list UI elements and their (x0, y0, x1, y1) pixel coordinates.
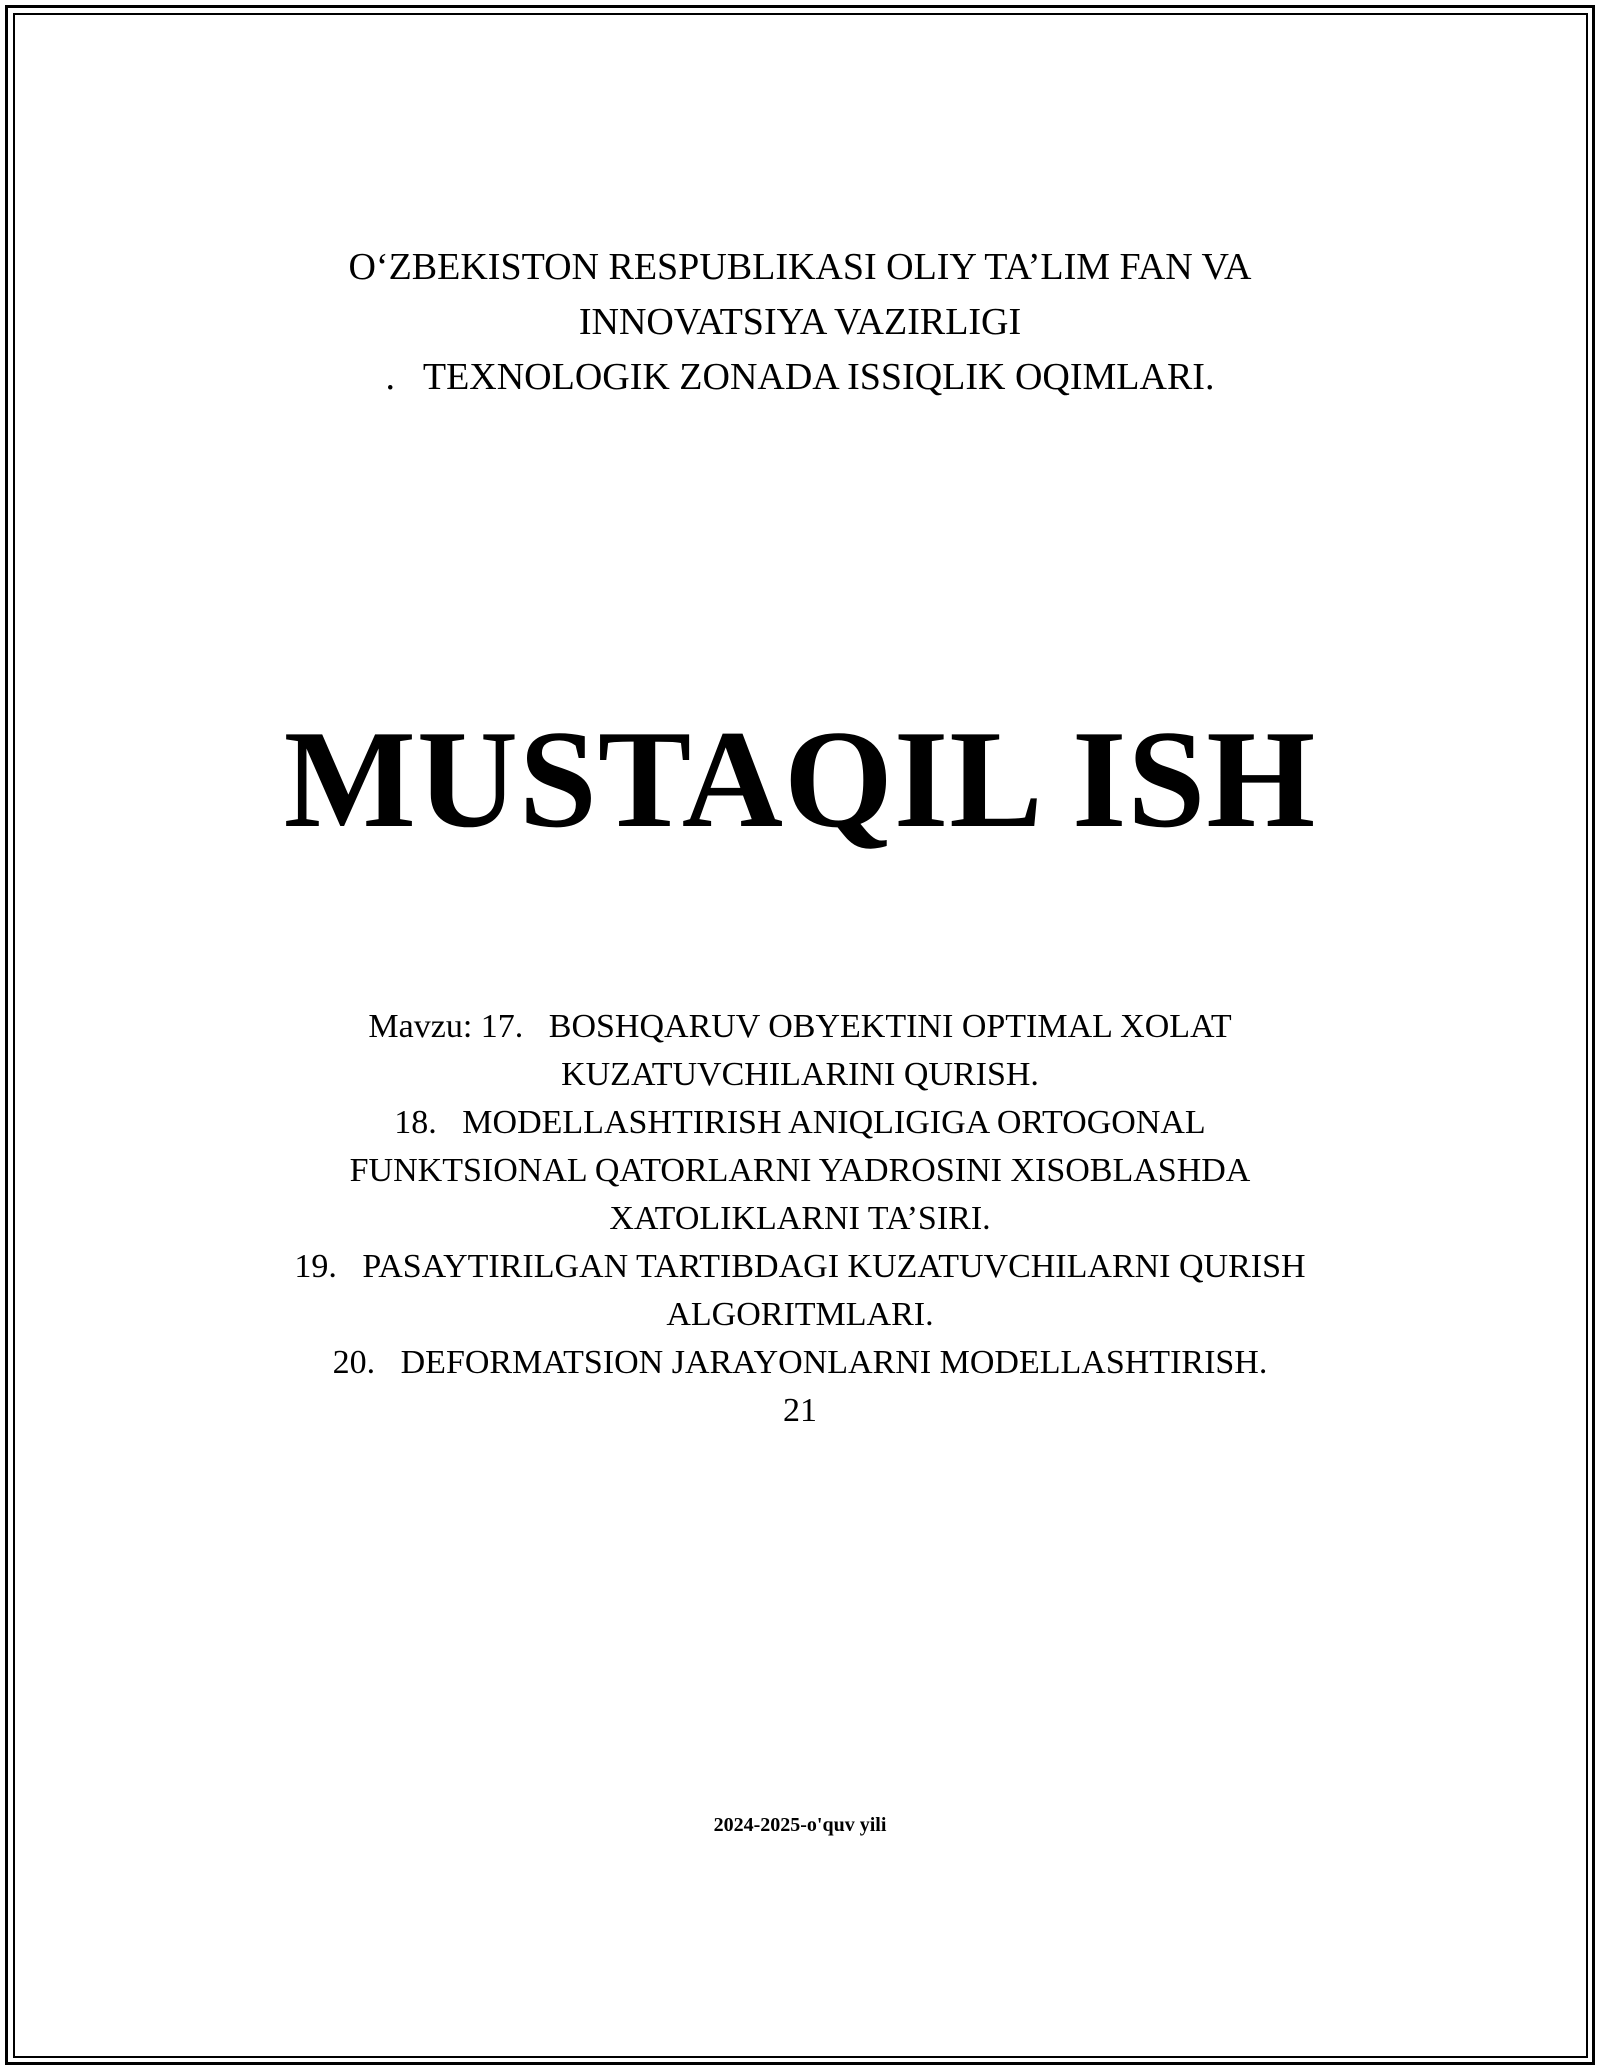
header-line-2: INNOVATSIYA VAZIRLIGI (578, 301, 1022, 343)
topic-line-4: FUNKTSIONAL QATORLARNI YADROSINI XISOBLASHDA (349, 1152, 1251, 1189)
ministry-header (0, 240, 1600, 405)
topic-line-2: KUZATUVCHILARINI QURISH. (561, 1056, 1039, 1093)
topic-line-1: Mavzu: 17. BOSHQARUV OBYEKTINI OPTIMAL XOLAT (368, 1008, 1232, 1045)
topic-line-9: 21 (783, 1392, 817, 1429)
document-title: MUSTAQIL ISH (283, 702, 1317, 857)
topic-line-7: ALGORITMLARI. (666, 1296, 934, 1333)
academic-year: 2024-2025-o'quv yili (713, 1814, 887, 1836)
header-line-3: . TEXNOLOGIK ZONADA ISSIQLIK OQIMLARI. (385, 356, 1215, 398)
topic-line-6: 19. PASAYTIRILGAN TARTIBDAGI KUZATUVCHILARNI QURISH (294, 1248, 1306, 1285)
topic-line-3: 18. MODELLASHTIRISH ANIQLIGIGA ORTOGONAL (394, 1104, 1206, 1141)
header-line-1: O‘ZBEKISTON RESPUBLIKASI OLIY TA’LIM FAN VA (348, 246, 1252, 288)
topic-line-5: XATOLIKLARNI TA’SIRI. (609, 1200, 991, 1237)
topics-list (0, 1003, 1600, 1435)
topic-line-8: 20. DEFORMATSION JARAYONLARNI MODELLASHTIRISH. (332, 1344, 1268, 1381)
